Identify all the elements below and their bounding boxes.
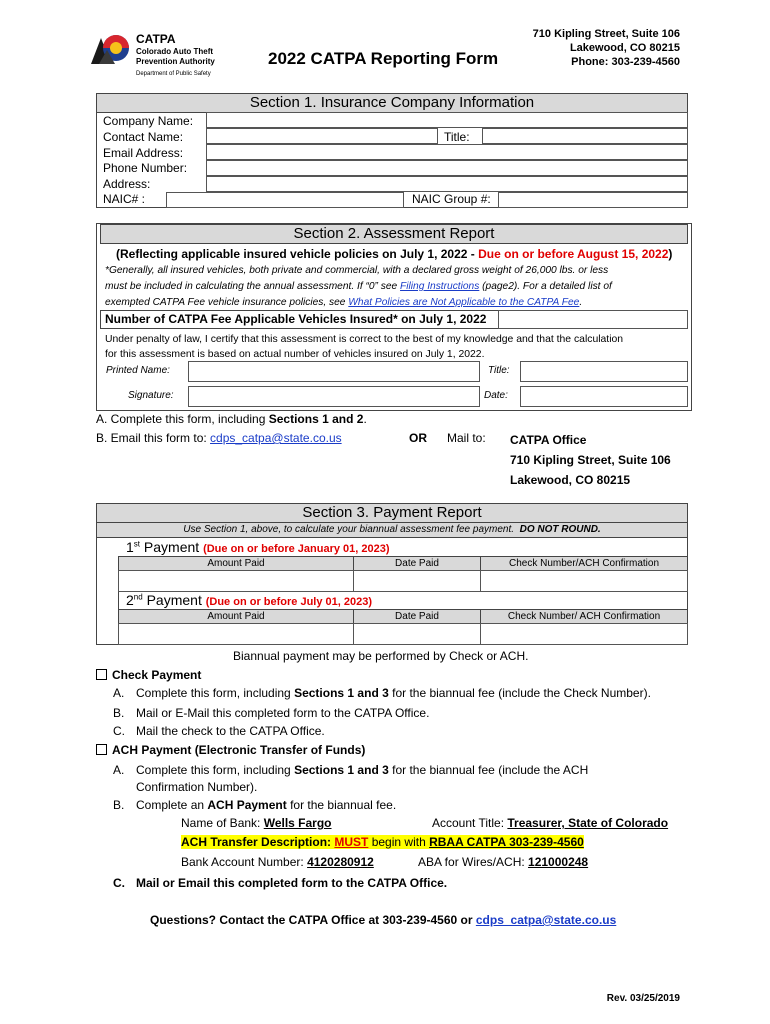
aba-value: 121000248 — [528, 855, 589, 869]
filing-instructions-link[interactable]: Filing Instructions — [400, 281, 480, 292]
aba-number — [418, 855, 588, 869]
note-line3-a: exempted CATPA Fee vehicle insurance policies, see — [105, 297, 349, 308]
company-name-label: Company Name: — [103, 114, 194, 128]
p1-date-label: Date Paid — [395, 558, 439, 569]
check-c-marker: C. — [113, 724, 125, 738]
account-title — [432, 816, 668, 830]
signature-label: Signature: — [128, 390, 174, 401]
section3-note-bold: DO NOT ROUND. — [519, 524, 601, 535]
check-b-marker: B. — [113, 706, 125, 720]
logo-line1: Colorado Auto Theft — [136, 47, 214, 56]
bank-name-label: Name of Bank: — [181, 816, 264, 830]
certify-line2: for this assessment is based on actual number of vehicles insured on July 1, 2022. — [105, 349, 485, 360]
section1-title: Section 1. Insurance Company Information — [249, 94, 535, 111]
note-line2 — [105, 279, 689, 295]
note-line1: *Generally, all insured vehicles, both private and commercial, with a declared gross weight of 26,000 lbs. or less — [105, 265, 609, 276]
check-a-end: for the biannual fee (include the Check Number). — [388, 686, 651, 700]
biannual-text: Biannual payment may be performed by Check or ACH. — [233, 649, 529, 663]
naic-label: NAIC# : — [103, 192, 146, 206]
note-line3-b: . — [579, 297, 583, 308]
bank-name — [181, 816, 332, 830]
p2-date-field[interactable] — [353, 623, 481, 645]
section2-title: Section 2. Assessment Report — [293, 225, 495, 242]
payment1-heading — [126, 539, 390, 555]
ach-step-a — [136, 763, 588, 777]
section1-header — [96, 93, 688, 113]
p1-label: Payment — [140, 539, 204, 555]
certify-text — [105, 332, 623, 362]
note-line2-b: (page2). For a detailed list of — [479, 281, 612, 292]
p2-label: Payment — [142, 592, 206, 608]
section3-title: Section 3. Payment Report — [302, 504, 482, 521]
ach-desc-label: ACH Transfer Description: — [181, 835, 335, 849]
logo-line2: Prevention Authority — [136, 57, 215, 66]
instruction-a-bold: Sections 1 and 2 — [268, 412, 364, 426]
p2-check-field[interactable] — [480, 623, 688, 645]
contact-name-field[interactable] — [206, 128, 438, 144]
or-label: OR — [409, 431, 427, 445]
note-line2-a: must be included in calculating the annual assessment. If “0” see — [105, 281, 401, 292]
check-a-bold: Sections 1 and 3 — [294, 686, 389, 700]
p2-amount-header — [118, 609, 354, 624]
contact-title-label: Title: — [444, 130, 470, 144]
p1-check-field[interactable] — [480, 570, 688, 592]
check-payment-option[interactable] — [96, 668, 201, 682]
note-line3 — [105, 295, 689, 311]
ach-b-text: Complete an — [136, 798, 208, 812]
office-addr2: Lakewood, CO 80215 — [510, 473, 631, 487]
check-payment-checkbox[interactable] — [96, 669, 107, 680]
ach-b-marker: B. — [113, 798, 125, 812]
header-address-line2: Lakewood, CO 80215 — [569, 42, 680, 54]
printed-name-label: Printed Name: — [106, 365, 170, 376]
p1-amount-label: Amount Paid — [207, 558, 265, 569]
company-name-field[interactable] — [206, 112, 688, 128]
colorado-logo-icon — [88, 30, 132, 66]
bank-account-number — [181, 855, 374, 869]
ach-description — [181, 835, 584, 849]
ach-a-end: for the biannual fee (include the ACH — [388, 763, 589, 777]
date-field[interactable] — [520, 386, 688, 407]
header-address-line1: 710 Kipling Street, Suite 106 — [532, 28, 680, 40]
acct-num-label: Bank Account Number: — [181, 855, 308, 869]
check-a-marker: A. — [113, 686, 125, 700]
ach-b-bold: ACH Payment — [207, 798, 287, 812]
address-label: Address: — [103, 177, 151, 191]
p2-sup: nd — [133, 592, 143, 602]
mail-to-label: Mail to: — [447, 431, 486, 445]
ach-c-marker: C. — [113, 876, 125, 890]
questions-line — [150, 913, 616, 927]
phone-field[interactable] — [206, 160, 688, 176]
p2-check-header — [480, 609, 688, 624]
p2-num: 2 — [126, 592, 134, 608]
address-field[interactable] — [206, 176, 688, 192]
naic-group-label: NAIC Group #: — [412, 192, 491, 206]
footer-email-link[interactable]: cdps_catpa@state.co.us — [475, 913, 617, 927]
subtitle-due: Due on or before August 15, 2022 — [478, 247, 669, 261]
logo-name: CATPA — [136, 32, 176, 46]
ach-desc-value: RBAA CATPA 303-239-4560 — [429, 835, 584, 849]
date-label: Date: — [484, 390, 508, 401]
email-link[interactable]: cdps_catpa@state.co.us — [210, 431, 342, 445]
catpa-logo — [88, 30, 228, 80]
form-title: 2022 CATPA Reporting Form — [268, 49, 499, 68]
p1-check-label: Check Number/ACH Confirmation — [508, 558, 660, 569]
p1-amount-field[interactable] — [118, 570, 354, 592]
p1-date-header — [353, 556, 481, 571]
printed-name-field[interactable] — [188, 361, 480, 382]
p2-date-header — [353, 609, 481, 624]
phone-label: Phone Number: — [103, 161, 188, 175]
sig-title-label: Title: — [488, 365, 510, 376]
section2-subtitle — [116, 247, 672, 261]
p2-due: (Due on or before July 01, 2023) — [205, 596, 373, 608]
ach-payment-title: ACH Payment (Electronic Transfer of Funds) — [112, 743, 366, 757]
check-step-b: Mail or E-Mail this completed form to the CATPA Office. — [136, 706, 430, 720]
ach-a-bold: Sections 1 and 3 — [294, 763, 389, 777]
signature-field[interactable] — [188, 386, 480, 407]
sig-title-field[interactable] — [520, 361, 688, 382]
account-title-value: Treasurer, State of Colorado — [507, 816, 669, 830]
email-label: Email Address: — [103, 146, 184, 160]
ach-a-text: Complete this form, including — [136, 763, 295, 777]
ach-a-marker: A. — [113, 763, 125, 777]
header-phone: Phone: 303-239-4560 — [571, 56, 680, 68]
ach-desc-mid: begin with — [368, 835, 430, 849]
email-field[interactable] — [206, 144, 688, 160]
instruction-b-text: B. Email this form to: — [96, 431, 211, 445]
check-step-c: Mail the check to the CATPA Office. — [136, 724, 325, 738]
contact-title-field[interactable] — [482, 128, 688, 144]
check-step-a — [136, 686, 651, 700]
ach-desc-must: MUST — [334, 835, 369, 849]
section2-header — [100, 224, 688, 244]
p2-date-label: Date Paid — [395, 611, 439, 622]
certify-line1: Under penalty of law, I certify that this assessment is correct to the best of my knowledge and that the calculation — [105, 334, 624, 345]
check-a-text: Complete this form, including — [136, 686, 295, 700]
ach-step-c: Mail or Email this completed form to the CATPA Office. — [136, 876, 448, 890]
not-applicable-link[interactable]: What Policies are Not Applicable to the CATPA Fee — [348, 297, 580, 308]
section3-header — [96, 503, 688, 523]
subtitle-end: ) — [668, 247, 673, 261]
instruction-a — [96, 412, 367, 426]
section3-note-text: Use Section 1, above, to calculate your biannual assessment fee payment. — [183, 524, 515, 535]
ach-b-end: for the biannual fee. — [286, 798, 397, 812]
p1-amount-header — [118, 556, 354, 571]
office-addr1: 710 Kipling Street, Suite 106 — [510, 453, 671, 467]
subtitle-text: (Reflecting applicable insured vehicle policies on July 1, 2022 - — [116, 247, 479, 261]
p1-date-field[interactable] — [353, 570, 481, 592]
office-name: CATPA Office — [510, 433, 587, 447]
acct-num-value: 4120280912 — [307, 855, 374, 869]
instruction-a-text: A. Complete this form, including — [96, 412, 269, 426]
revision-date: Rev. 03/25/2019 — [606, 993, 680, 1004]
vehicles-label: Number of CATPA Fee Applicable Vehicles Insured* on July 1, 2022 — [105, 312, 487, 326]
ach-step-a-line2: Confirmation Number). — [136, 780, 258, 794]
check-payment-title: Check Payment — [112, 668, 202, 682]
section3-note — [96, 522, 688, 538]
p1-check-header — [480, 556, 688, 571]
logo-sub: Department of Public Safety — [136, 71, 211, 77]
account-title-label: Account Title: — [432, 816, 508, 830]
naic-group-field[interactable] — [498, 192, 688, 208]
p2-amount-label: Amount Paid — [207, 611, 265, 622]
questions-text: Questions? Contact the CATPA Office at 303-239-4560 or — [150, 913, 476, 927]
instruction-b — [96, 431, 342, 445]
catpa-office-address — [510, 430, 671, 490]
p2-check-label: Check Number/ ACH Confirmation — [507, 611, 661, 622]
contact-name-label: Contact Name: — [103, 130, 184, 144]
instruction-a-end: . — [363, 412, 367, 426]
naic-field[interactable] — [166, 192, 404, 208]
section2-note — [105, 263, 689, 311]
ach-payment-checkbox[interactable] — [96, 744, 107, 755]
vehicles-field[interactable] — [498, 310, 688, 329]
p1-sup: st — [133, 539, 141, 549]
p2-amount-field[interactable] — [118, 623, 354, 645]
ach-payment-option[interactable] — [96, 743, 365, 757]
p1-num: 1 — [126, 539, 134, 555]
p1-due: (Due on or before January 01, 2023) — [203, 543, 390, 555]
header-address — [533, 27, 680, 69]
ach-step-b — [136, 798, 396, 812]
payment2-heading — [126, 592, 372, 608]
bank-name-value: Wells Fargo — [263, 816, 332, 830]
aba-label: ABA for Wires/ACH: — [418, 855, 529, 869]
